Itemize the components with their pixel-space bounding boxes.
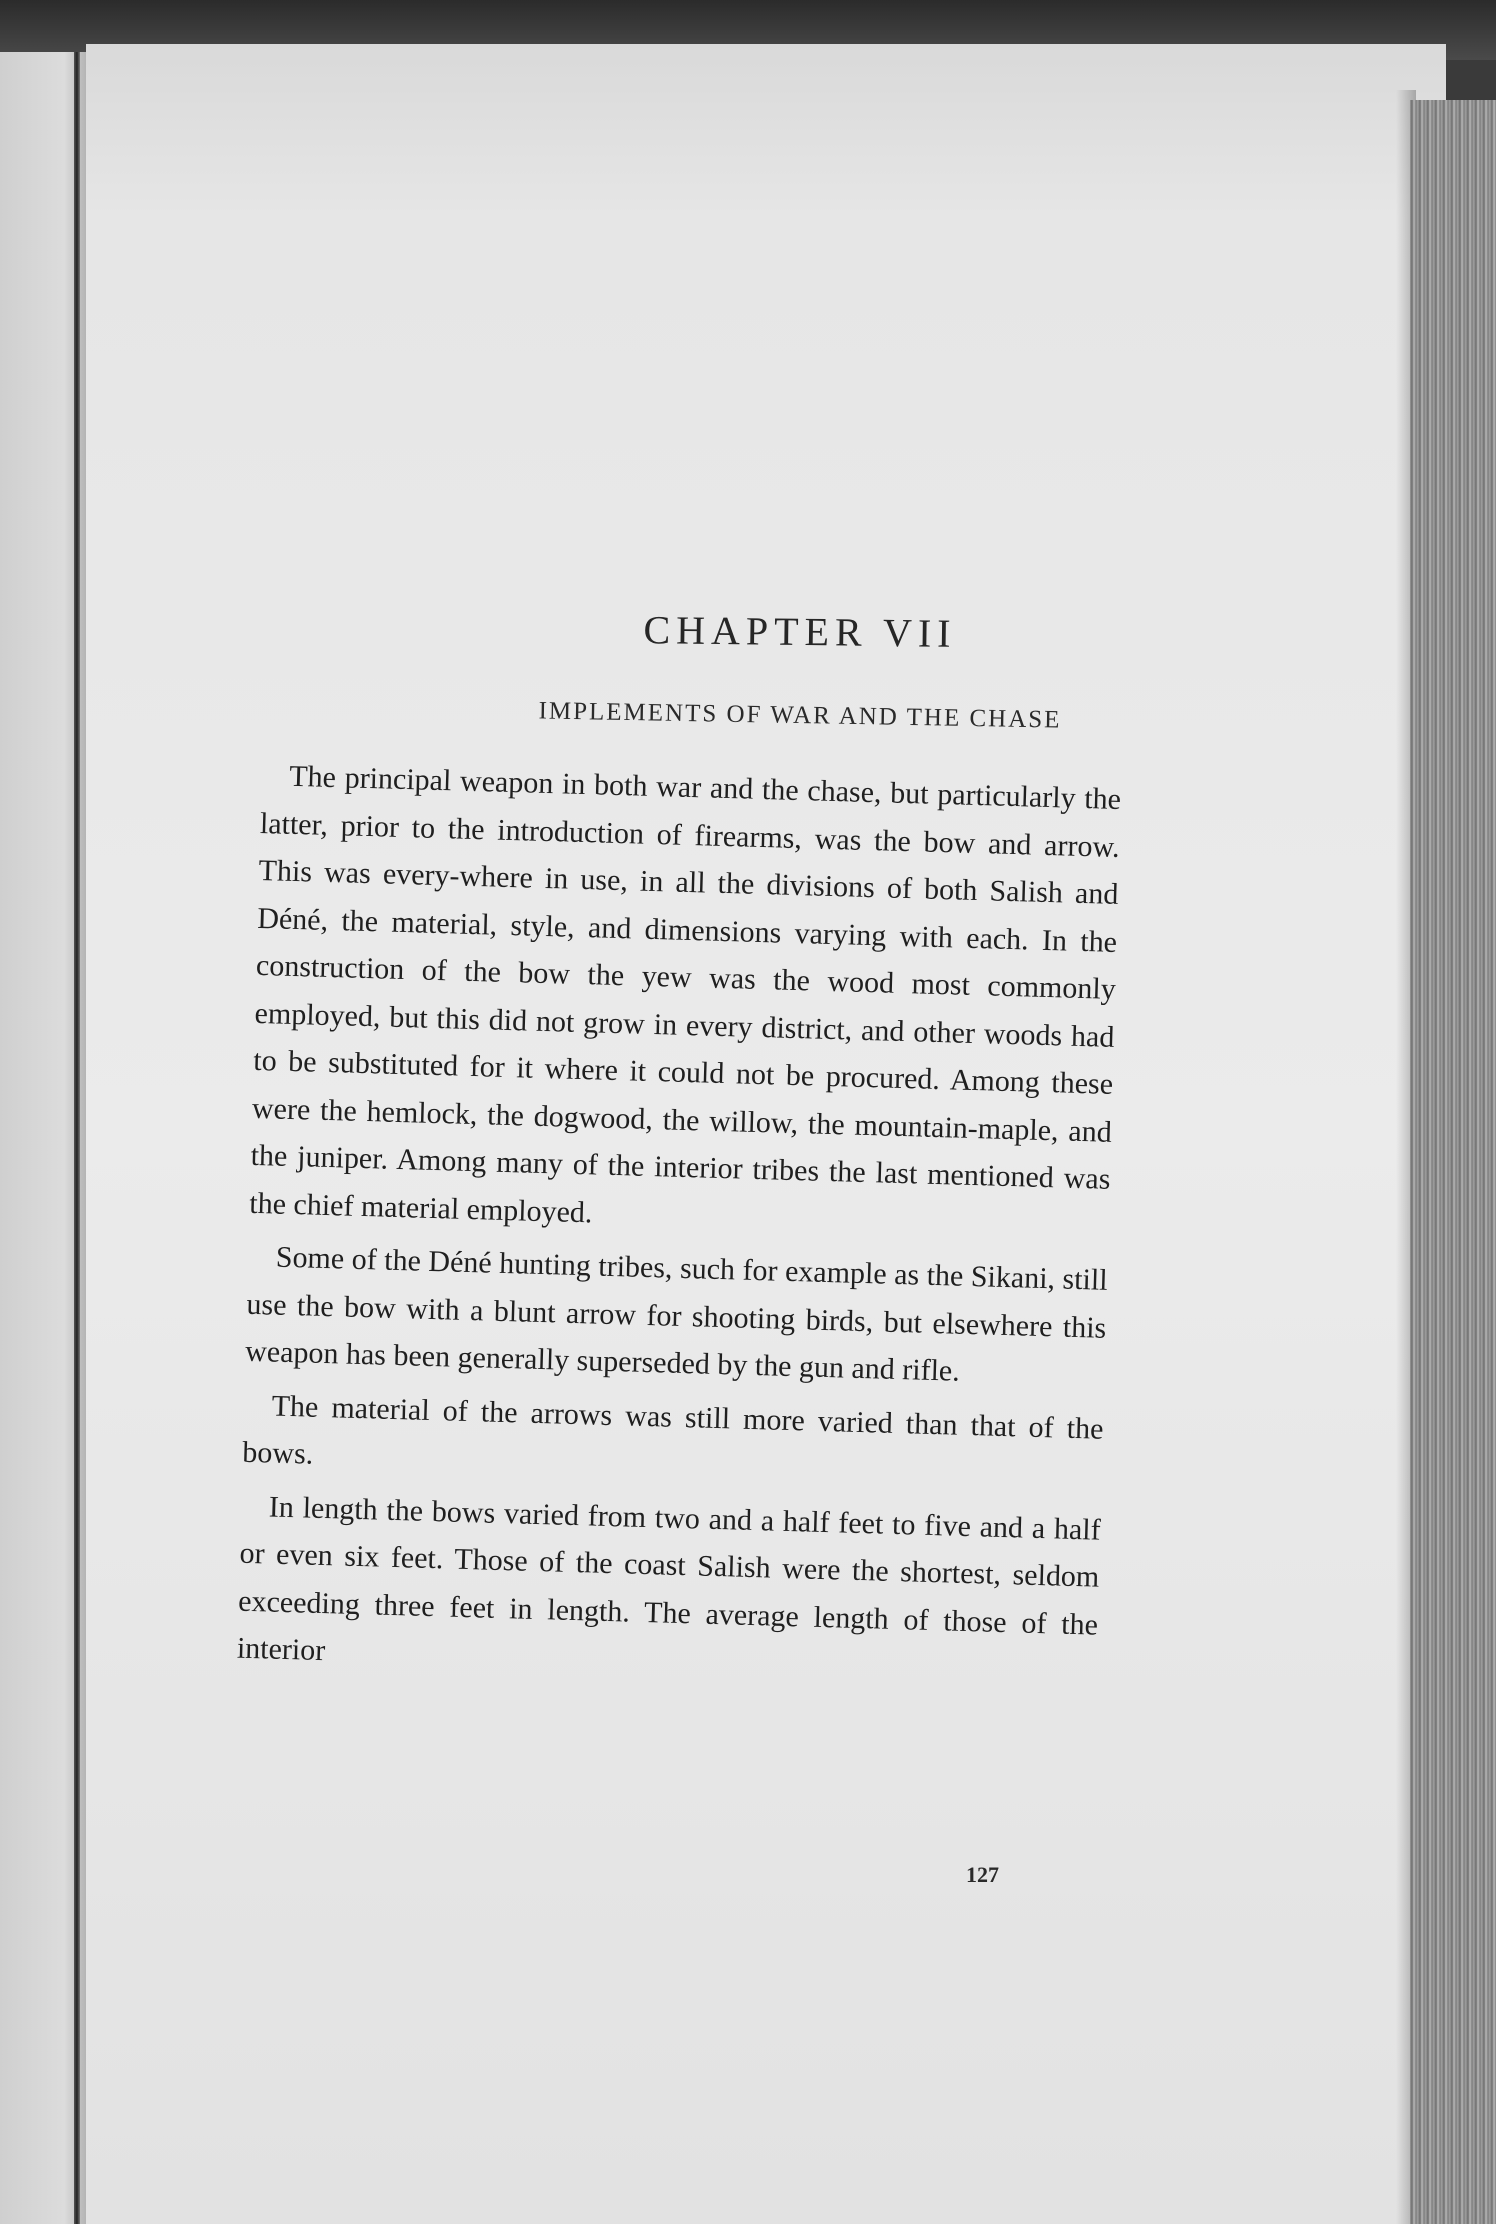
paragraph: Some of the Déné hunting tribes, such for example as the Sikani, still use the bow with a blunt arrow for shooting birds, but elsewhere this weapon has been generally superseded by the gun and rifle. (244, 1240, 1109, 1388)
paragraph: In length the bows varied from two and a half feet to five and a half or even six feet. Those of the coast Salish were the shortest, seldom exceeding three feet in length. The average length of those of the interior (236, 1489, 1102, 1668)
page-number: 127 (966, 1862, 999, 1887)
body-text (236, 752, 1122, 1702)
paragraph: The material of the arrows was still more varied than that of the bows. (241, 1389, 1104, 1471)
paragraph: The principal weapon in both war and the chase, but particularly the latter, prior to the introduction of firearms, was the bow and arrow. This was every-where in use, in all the divisions of both Salish and Déné, the material, style, and dimensions varying with each. In the construction of the bow the yew was the wood most commonly employed, but this did not grow in every district, and other woods had to be substituted for it where it could not be procured. Among these were the hemlock, the dogwood, the willow, the mountain-maple, and the juniper. Among many of the interior tribes the last mentioned was the chief material employed. (248, 759, 1122, 1229)
book-gutter (74, 52, 80, 2224)
chapter-subtitle: IMPLEMENTS OF WAR AND THE CHASE (538, 697, 1062, 734)
chapter-title: CHAPTER VII (643, 607, 957, 656)
page-stack-edge (1410, 100, 1496, 2224)
